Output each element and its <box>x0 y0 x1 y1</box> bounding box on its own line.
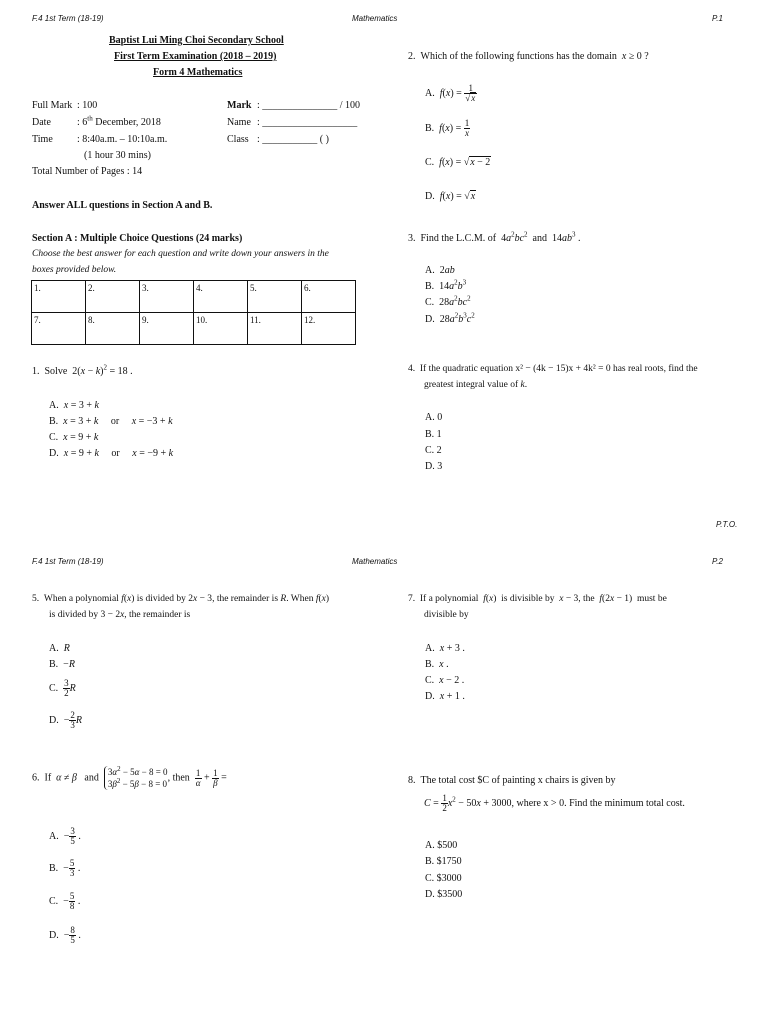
answer-box[interactable]: 12. <box>302 313 356 345</box>
q8-option-b[interactable]: B. $1750 <box>425 856 462 867</box>
q7-stem-2: divisible by <box>424 610 469 620</box>
q2-stem: 2. Which of the following functions has the domain x ≥ 0 ? <box>408 51 649 62</box>
q6-option-a[interactable]: A. − $\frac{3}{5}$ . <box>49 826 81 846</box>
answer-box[interactable]: 3. <box>140 281 194 313</box>
q3-option-b[interactable]: B. $14a^2b^3$ <box>425 278 467 292</box>
name-label: Name <box>227 117 251 128</box>
time-label: Time <box>32 134 53 145</box>
q4-stem-2: greatest integral value of k. <box>424 380 528 390</box>
q2-option-a[interactable]: A. f(x) = $\frac{1}{√x}$ <box>425 83 476 103</box>
q1-option-c[interactable]: C. x = 9 + k <box>49 432 99 443</box>
q1-option-b[interactable]: B. x = 3 + k or x = −3 + k <box>49 416 173 427</box>
date-value: : 6th December, 2018 <box>77 114 161 128</box>
answer-box[interactable]: 7. <box>32 313 86 345</box>
section-a-note-2: boxes provided below. <box>32 265 117 275</box>
q4-option-d[interactable]: D. 3 <box>425 461 443 472</box>
q5-stem-2: is divided by 3 − 2x, the remainder is <box>49 610 191 620</box>
q4-stem-1: 4. If the quadratic equation x² − (4k − 15)x + 4k² = 0 has real roots, find the <box>408 364 698 374</box>
q3-option-c[interactable]: C. $28a^2bc^2$ <box>425 294 471 308</box>
mark-field[interactable]: : _______________ / 100 <box>257 100 361 111</box>
q5-stem-1: 5. When a polynomial f(x) is divided by 2x − 3, the remainder is R. When f(x) <box>32 594 330 604</box>
q3-option-a[interactable]: A. 2ab <box>425 265 455 276</box>
q5-option-b[interactable]: B. −R <box>49 659 75 670</box>
school-name: Baptist Lui Ming Choi Secondary School <box>109 35 284 46</box>
instruction: Answer ALL questions in Section A and B. <box>32 200 213 211</box>
answer-boxes <box>31 280 356 345</box>
q5-option-a[interactable]: A. R <box>49 643 70 654</box>
answer-box[interactable]: 11. <box>248 313 302 345</box>
page1-header-center: Mathematics <box>352 14 398 23</box>
answer-box[interactable]: 2. <box>86 281 140 313</box>
q2-option-c[interactable]: C. f(x) = √x − 2 <box>425 157 491 168</box>
answer-box[interactable]: 5. <box>248 281 302 313</box>
q7-stem-1: 7. If a polynomial f(x) is divisible by x − 3, the f(2x − 1) must be <box>408 594 667 604</box>
full-mark-label: Full Mark <box>32 100 73 111</box>
q5-option-d[interactable]: D. − $\frac{2}{3}$ R <box>49 710 82 730</box>
answer-box[interactable]: 10. <box>194 313 248 345</box>
q6-option-d[interactable]: D. − $\frac{8}{5}$ . <box>49 925 81 945</box>
page1-footer: P.T.O. <box>716 520 738 529</box>
q7-option-c[interactable]: C. x − 2 . <box>425 675 465 686</box>
full-mark-value: : 100 <box>77 100 98 111</box>
page2-header-right: P.2 <box>712 557 723 566</box>
q4-option-a[interactable]: A. 0 <box>425 412 443 423</box>
q3-option-d[interactable]: D. $28a^2b^3c^2$ <box>425 311 475 325</box>
section-a-note-1: Choose the best answer for each question and write down your answers in the <box>32 249 329 259</box>
exam-title: First Term Examination (2018 – 2019) <box>114 51 277 62</box>
q2-option-d[interactable]: D. f(x) = √x <box>425 191 476 202</box>
total-pages: Total Number of Pages : 14 <box>32 166 143 177</box>
form-title: Form 4 Mathematics <box>153 67 243 78</box>
q8-option-c[interactable]: C. $3000 <box>425 873 462 884</box>
q8-stem-1: 8. The total cost $C of painting x chairs is given by <box>408 775 616 786</box>
q6-stem: 6. If α ≠ β and $3\alpha^2 - 5\alpha - 8 = 0$ $3\beta^2 - 5\beta - 8 = 0$, then $\frac{1}{\alpha}$ + $\frac{1}{\beta}$ = <box>32 765 227 789</box>
q2-option-b[interactable]: B. f(x) = $\frac{1}{x}$ <box>425 118 470 138</box>
date-label: Date <box>32 117 51 128</box>
answer-box[interactable]: 8. <box>86 313 140 345</box>
mark-label: Mark <box>227 100 252 111</box>
answer-box[interactable]: 9. <box>140 313 194 345</box>
class-label: Class <box>227 134 249 145</box>
answer-box[interactable]: 1. <box>32 281 86 313</box>
page2-header-center: Mathematics <box>352 557 398 566</box>
name-field[interactable]: : ___________________ <box>257 117 358 128</box>
q8-option-d[interactable]: D. $3500 <box>425 889 463 900</box>
q1-option-d[interactable]: D. x = 9 + k or x = −9 + k <box>49 448 174 459</box>
q6-option-b[interactable]: B. − $\frac{5}{3}$ . <box>49 858 81 878</box>
time-value: : 8:40a.m. – 10:10a.m. <box>77 134 168 145</box>
page1-header-right: P.1 <box>712 14 723 23</box>
q8-option-a[interactable]: A. $500 <box>425 840 458 851</box>
q4-option-b[interactable]: B. 1 <box>425 429 442 440</box>
q8-stem-2: C = $\frac{1}{2}$ $x^2 - 50x + 3000$, where x > 0. Find the minimum total cost. <box>424 793 685 813</box>
q7-option-b[interactable]: B. x . <box>425 659 449 670</box>
answer-box[interactable]: 6. <box>302 281 356 313</box>
answer-box[interactable]: 4. <box>194 281 248 313</box>
q4-option-c[interactable]: C. 2 <box>425 445 442 456</box>
page2-header-left: F.4 1st Term (18-19) <box>32 557 104 566</box>
q3-stem: 3. Find the L.C.M. of $4a^2bc^2$ and $14ab^3$ . <box>408 230 581 244</box>
section-a-title: Section A : Multiple Choice Questions (24 marks) <box>32 233 243 244</box>
page1-header-left: F.4 1st Term (18-19) <box>32 14 104 23</box>
q6-option-c[interactable]: C. − $\frac{5}{8}$ . <box>49 891 81 911</box>
duration: (1 hour 30 mins) <box>84 150 151 161</box>
q7-option-d[interactable]: D. x + 1 . <box>425 691 465 702</box>
q1-option-a[interactable]: A. x = 3 + k <box>49 400 99 411</box>
q1-stem: 1. Solve $2(x - k)^2 = 18$ . <box>32 363 133 377</box>
q5-option-c[interactable]: C. $\frac{3}{2}$ R <box>49 678 76 698</box>
class-field[interactable]: : ___________ ( ) <box>257 134 329 145</box>
q7-option-a[interactable]: A. x + 3 . <box>425 643 465 654</box>
